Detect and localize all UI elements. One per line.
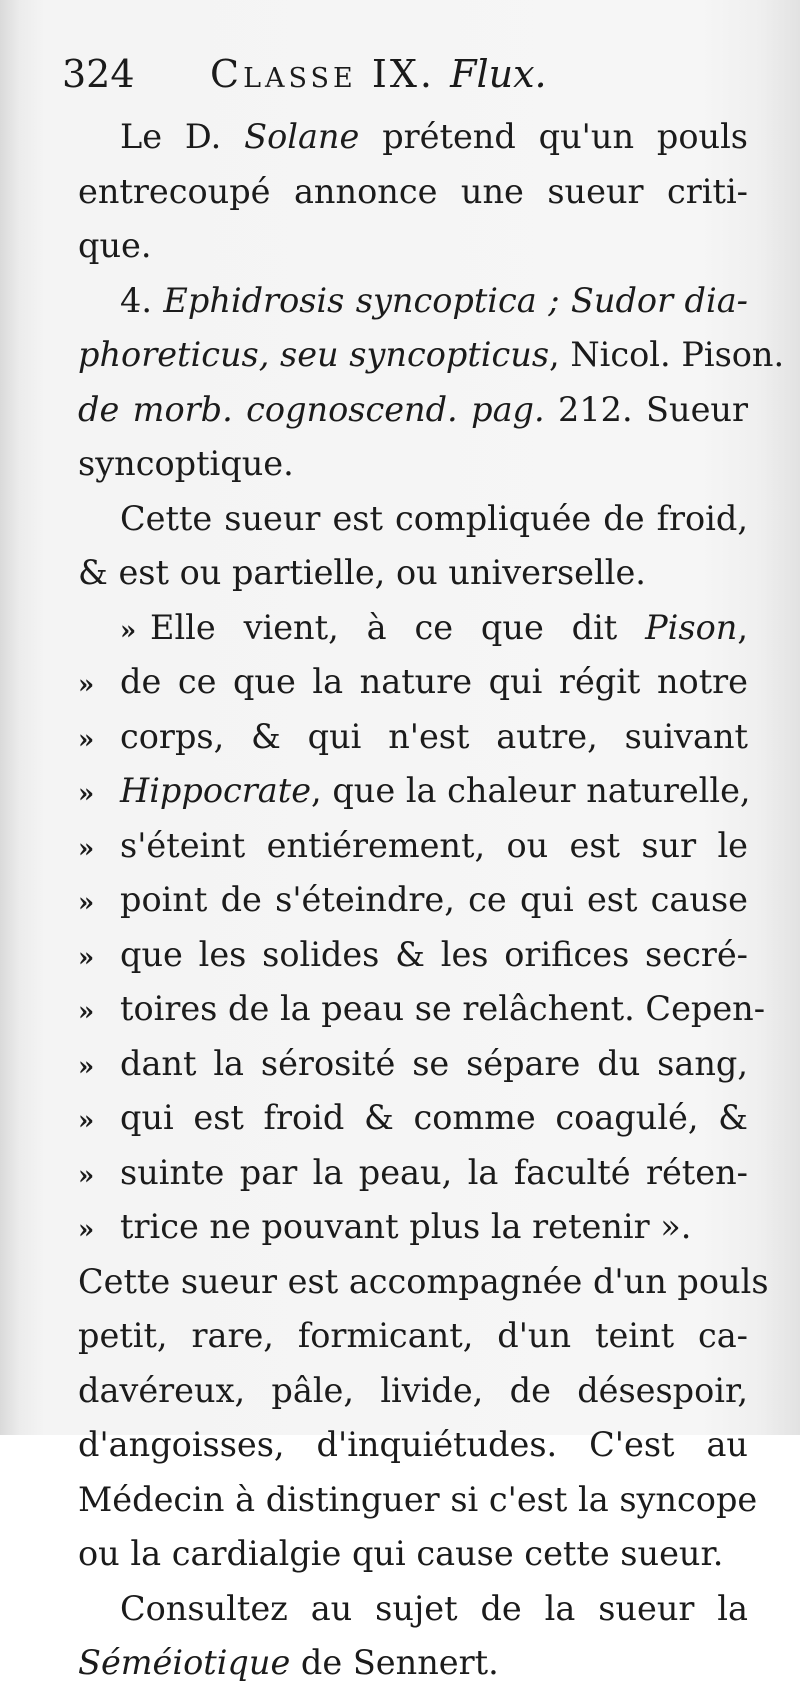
quote-mark: » bbox=[78, 724, 95, 755]
quote-mark: » bbox=[78, 1215, 95, 1245]
text-line bbox=[78, 219, 748, 274]
text-run: Consultez au sujet de la sueur la bbox=[120, 1588, 748, 1628]
text-run: prétend qu'un pouls bbox=[359, 117, 749, 156]
text-line bbox=[78, 1091, 748, 1146]
text-run: entrecoupé annonce une sueur criti- bbox=[78, 171, 748, 211]
text-line bbox=[78, 110, 748, 165]
text-line bbox=[78, 710, 748, 765]
text-run: qui est froid & comme coagulé, & bbox=[120, 1098, 748, 1137]
quote-mark: » bbox=[78, 888, 95, 918]
text-run: davéreux, pâle, livide, de désespoir, bbox=[78, 1370, 748, 1410]
text-run: dant la sérosité se sépare du sang, bbox=[120, 1043, 748, 1083]
text-run: 4. bbox=[120, 280, 164, 320]
text-run: que les solides & les orifices secré- bbox=[120, 934, 748, 974]
paragraph bbox=[78, 274, 785, 492]
text-line bbox=[78, 819, 748, 874]
text-run: d'angoisses, d'inquiétudes. C'est au bbox=[78, 1425, 748, 1464]
text-run: point de s'éteindre, ce qui est cause bbox=[120, 880, 748, 919]
text-line bbox=[78, 655, 748, 710]
text-run: & est ou partielle, ou universelle. bbox=[78, 553, 646, 592]
text-run: de Sennert. bbox=[290, 1643, 499, 1682]
text-line bbox=[78, 1200, 748, 1255]
quote-mark: » bbox=[78, 942, 95, 973]
text-line bbox=[78, 492, 748, 547]
paragraph bbox=[78, 1582, 748, 1691]
quote-mark: » bbox=[78, 670, 95, 700]
text-run: suinte par la peau, la faculté réten- bbox=[120, 1152, 748, 1192]
text-run: Cette sueur est compliquée de froid, bbox=[120, 498, 748, 538]
paragraph bbox=[78, 110, 748, 274]
text-run: s'éteint entiérement, ou est sur le bbox=[120, 825, 748, 865]
page-number: 324 bbox=[62, 52, 135, 96]
text-run: , bbox=[737, 607, 748, 647]
body-text bbox=[78, 110, 785, 1691]
italic-text: Solane bbox=[244, 117, 360, 156]
text-run: , Nicol. Pison. bbox=[549, 335, 785, 374]
text-line bbox=[78, 437, 748, 492]
text-line bbox=[78, 764, 751, 819]
text-line bbox=[78, 1037, 748, 1092]
text-run: ou la cardialgie qui cause cette sueur. bbox=[78, 1534, 724, 1573]
text-run: syncoptique. bbox=[78, 444, 294, 483]
text-line bbox=[78, 1255, 769, 1310]
text-line bbox=[78, 383, 748, 438]
running-head-title bbox=[210, 52, 547, 96]
text-run: , que la chaleur naturelle, bbox=[311, 771, 751, 810]
running-header bbox=[62, 52, 760, 102]
italic-text: phoreticus, seu syncopticus bbox=[78, 335, 550, 374]
text-line bbox=[78, 1309, 748, 1364]
text-line bbox=[78, 165, 748, 220]
text-line bbox=[78, 1582, 748, 1637]
text-run: corps, & qui n'est autre, suivant bbox=[120, 716, 748, 756]
text-run: de ce que la nature qui régit notre bbox=[120, 662, 748, 701]
text-run: toires de la peau se relâchent. Cepen- bbox=[120, 989, 766, 1028]
text-run: Cette sueur est accompagnée d'un pouls bbox=[78, 1261, 769, 1301]
italic-text: Pison bbox=[645, 607, 738, 647]
italic-text: Ephidrosis syncoptica ; Sudor dia- bbox=[163, 280, 748, 320]
paragraph bbox=[78, 601, 766, 1255]
text-line bbox=[78, 601, 748, 656]
text-run: petit, rare, formicant, d'un teint ca- bbox=[78, 1316, 748, 1355]
quote-mark: » bbox=[120, 615, 137, 646]
text-line bbox=[78, 1146, 748, 1201]
paragraph bbox=[78, 492, 748, 601]
text-run: Médecin à distinguer si c'est la syncope bbox=[78, 1479, 758, 1519]
text-line bbox=[78, 1364, 748, 1419]
class-label: Classe bbox=[210, 52, 357, 96]
text-run: que. bbox=[78, 226, 152, 265]
italic-text: Hippocrate bbox=[120, 771, 312, 810]
italic-text: Séméiotique bbox=[78, 1643, 291, 1682]
text-line bbox=[78, 1418, 748, 1473]
text-run: Le D. bbox=[120, 117, 245, 156]
quote-mark: » bbox=[78, 1051, 95, 1082]
text-run: 212. Sueur bbox=[544, 389, 748, 429]
text-line bbox=[78, 328, 785, 383]
quote-mark: » bbox=[78, 1160, 95, 1191]
text-line bbox=[78, 1527, 748, 1582]
text-line bbox=[78, 928, 748, 983]
text-run: Elle vient, à ce que dit bbox=[150, 607, 646, 647]
text-line bbox=[78, 546, 748, 601]
text-line bbox=[78, 1473, 758, 1528]
text-line bbox=[78, 274, 748, 329]
quote-mark: » bbox=[78, 833, 95, 864]
quote-mark: » bbox=[78, 779, 95, 809]
text-line bbox=[78, 873, 748, 928]
text-line bbox=[78, 982, 766, 1037]
section-title: Flux. bbox=[450, 52, 547, 96]
italic-text: de morb. cognoscend. pag. bbox=[78, 389, 545, 429]
paragraph bbox=[78, 1255, 769, 1582]
quote-mark: » bbox=[78, 997, 95, 1027]
class-number: IX. bbox=[371, 52, 435, 96]
quote-mark: » bbox=[78, 1106, 95, 1136]
text-line bbox=[78, 1636, 748, 1691]
text-run: trice ne pouvant plus la retenir ». bbox=[120, 1207, 692, 1246]
